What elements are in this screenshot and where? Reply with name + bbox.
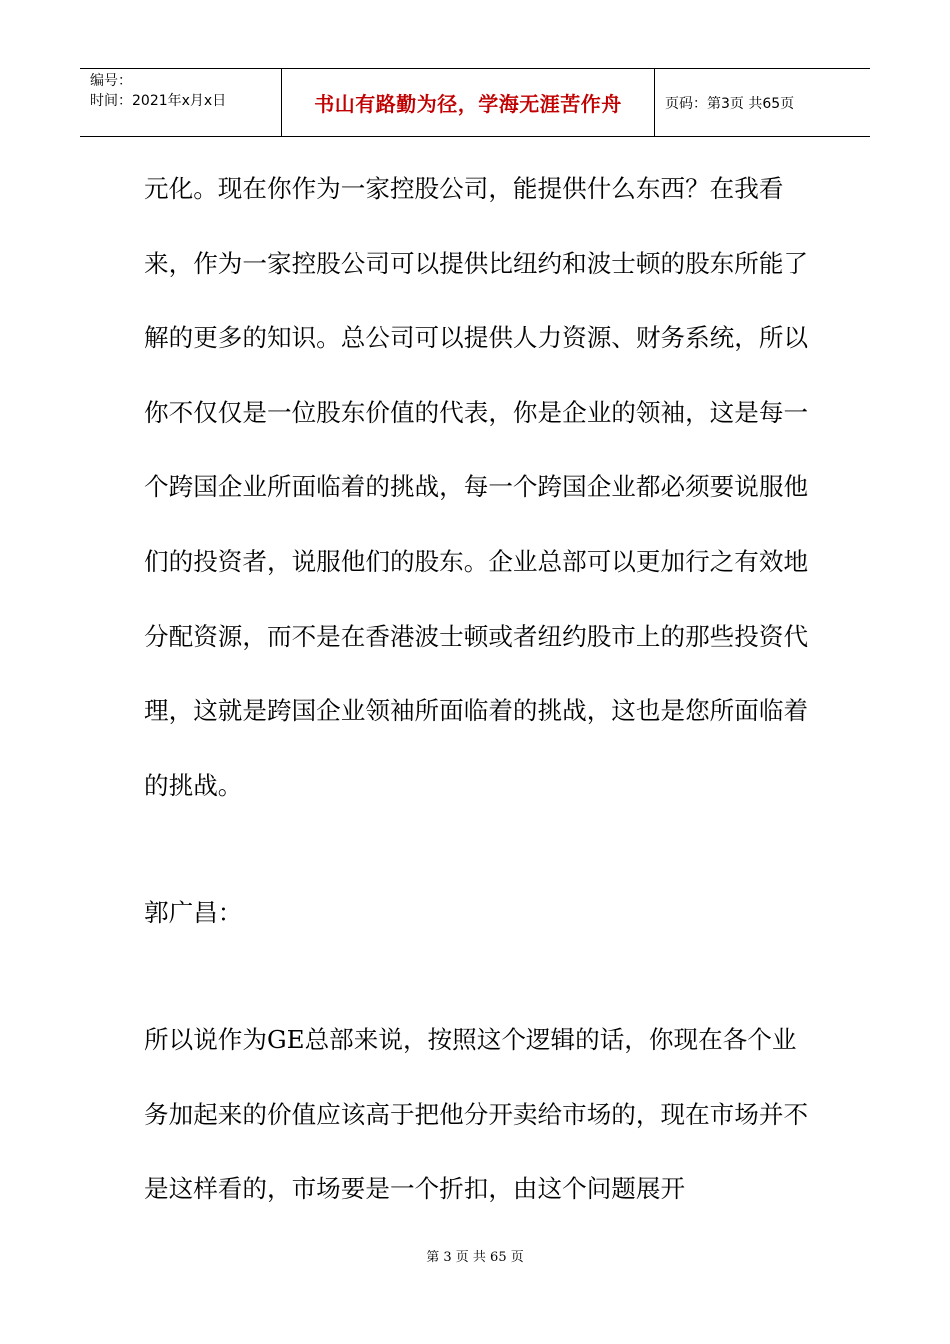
header-motto-cell — [282, 69, 655, 136]
paragraph: 所以说作为GE总部来说，按照这个逻辑的话，你现在各个业务加起来的价值应该高于把他分开卖给市场的，现在市场并不是这样看的，市场要是一个折扣，由这个问题展开 — [144, 1025, 809, 1204]
page-footer: 第 3 页 共 65 页 — [426, 1250, 524, 1265]
time-label: 时间：2021年x月x日 — [90, 93, 227, 109]
page-header — [80, 68, 870, 137]
header-page-info-cell — [655, 69, 870, 136]
paragraph: 元化。现在你作为一家控股公司，能提供什么东西？在我看来，作为一家控股公司可以提供比纽约和波士顿的股东所能了解的更多的知识。总公司可以提供人力资源、财务系统，所以你不仅仅是一位股东价值的代表，你是企业的领袖，这是每一个跨国企业所面临着的挑战，每一个跨国企业都必须要说服他们的投资者，说服他们的股东。企业总部可以更加行之有效地分配资源，而不是在香港波士顿或者纽约股市上的那些投资代理，这就是跨国企业领袖所面临着的挑战，这也是您所面临着的挑战。 — [144, 174, 809, 800]
header-meta — [80, 69, 282, 136]
motto: 书山有路勤为径，学海无涯苦作舟 — [314, 92, 622, 116]
body-text — [144, 152, 812, 823]
page-info: 页码：第3页 共65页 — [665, 95, 795, 112]
body-text-continued — [144, 1003, 812, 1227]
speaker-label: 郭广昌： — [144, 898, 243, 927]
serial-label: 编号： — [90, 73, 132, 89]
